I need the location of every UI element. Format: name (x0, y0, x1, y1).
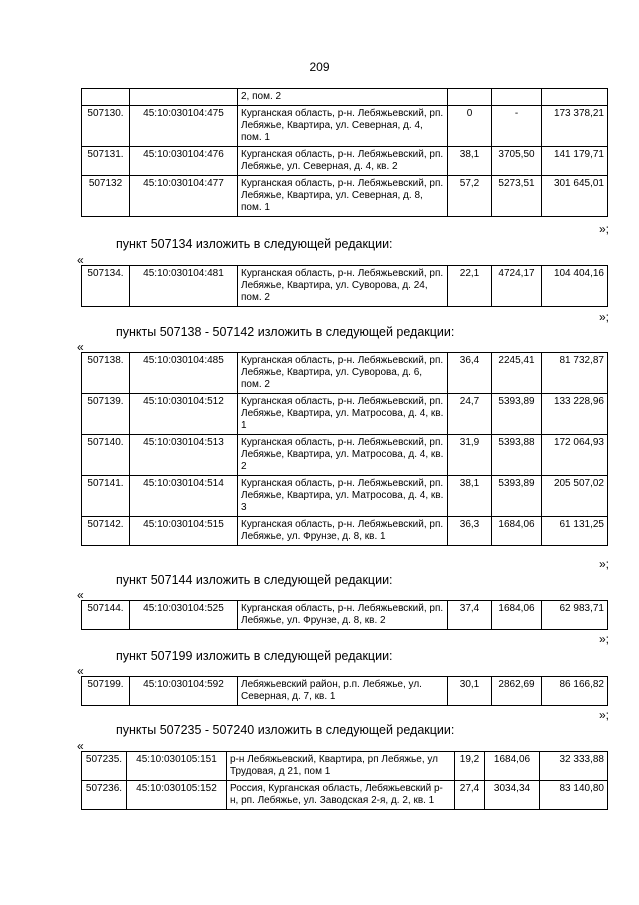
opening-quote: « (77, 253, 84, 267)
total-value-cell: 62 983,71 (542, 601, 608, 630)
cadastral-number-cell: 45:10:030104:592 (130, 677, 238, 706)
address-cell: Курганская область, р-н. Лебяжьевский, рп. Лебяжье, Квартира, ул. Суворова, д. 6, пом. 2 (238, 353, 448, 394)
price-cell: 5273,51 (492, 176, 542, 217)
table-row (82, 752, 608, 781)
price-cell: 1684,06 (485, 752, 540, 781)
address-cell: Курганская область, р-н. Лебяжьевский, рп. Лебяжье, Квартира, ул. Северная, д. 8, пом. 1 (238, 176, 448, 217)
property-table (81, 600, 608, 630)
total-value-cell: 86 166,82 (542, 677, 608, 706)
area-cell (448, 89, 492, 106)
cadastral-number-cell: 45:10:030104:515 (130, 517, 238, 546)
table-row (82, 677, 608, 706)
table-row (82, 476, 608, 517)
table-row (82, 435, 608, 476)
price-cell: 3034,34 (485, 781, 540, 810)
property-table (81, 751, 608, 810)
row-number-cell: 507236. (82, 781, 127, 810)
closing-quote: »; (598, 310, 609, 324)
area-cell: 31,9 (448, 435, 492, 476)
table-row (82, 266, 608, 307)
total-value-cell: 173 378,21 (542, 106, 608, 147)
address-cell: Курганская область, р-н. Лебяжьевский, рп. Лебяжье, Квартира, ул. Матросова, д. 4, кв. 3 (238, 476, 448, 517)
property-table (81, 676, 608, 706)
closing-quote: »; (598, 222, 609, 236)
opening-quote: « (77, 739, 84, 753)
property-table (81, 265, 608, 307)
price-cell: 5393,89 (492, 394, 542, 435)
area-cell: 38,1 (448, 147, 492, 176)
closing-quote: »; (598, 632, 609, 646)
total-value-cell: 61 131,25 (542, 517, 608, 546)
address-cell: р-н Лебяжьевский, Квартира, рп Лебяжье, ул Трудовая, д 21, пом 1 (227, 752, 455, 781)
opening-quote: « (77, 340, 84, 354)
cadastral-number-cell: 45:10:030104:512 (130, 394, 238, 435)
address-cell: Россия, Курганская область, Лебяжьевский р-н, рп. Лебяжье, ул. Заводская 2-я, д. 2, кв. 1 (227, 781, 455, 810)
cadastral-number-cell: 45:10:030104:475 (130, 106, 238, 147)
cadastral-number-cell: 45:10:030105:152 (127, 781, 227, 810)
total-value-cell: 81 732,87 (542, 353, 608, 394)
row-number-cell: 507131. (82, 147, 130, 176)
address-cell: Курганская область, р-н. Лебяжьевский, рп. Лебяжье, ул. Фрунзе, д. 8, кв. 2 (238, 601, 448, 630)
address-cell: Курганская область, р-н. Лебяжьевский, рп. Лебяжье, Квартира, ул. Матросова, д. 4, кв. 2 (238, 435, 448, 476)
area-cell: 38,1 (448, 476, 492, 517)
closing-quote: »; (598, 557, 609, 571)
row-number-cell: 507235. (82, 752, 127, 781)
row-number-cell: 507142. (82, 517, 130, 546)
cadastral-number-cell: 45:10:030104:514 (130, 476, 238, 517)
table-row (82, 517, 608, 546)
cadastral-number-cell: 45:10:030104:476 (130, 147, 238, 176)
price-cell: 1684,06 (492, 601, 542, 630)
paragraph-text: пункт 507144 изложить в следующей редакции: (116, 573, 393, 587)
total-value-cell: 205 507,02 (542, 476, 608, 517)
area-cell: 0 (448, 106, 492, 147)
area-cell: 22,1 (448, 266, 492, 307)
area-cell: 36,3 (448, 517, 492, 546)
row-number-cell: 507138. (82, 353, 130, 394)
total-value-cell (542, 89, 608, 106)
cadastral-number-cell: 45:10:030104:525 (130, 601, 238, 630)
property-table (81, 88, 608, 217)
area-cell: 27,4 (455, 781, 485, 810)
price-cell: 5393,89 (492, 476, 542, 517)
row-number-cell: 507144. (82, 601, 130, 630)
area-cell: 24,7 (448, 394, 492, 435)
address-cell: Лебяжьевский район, р.п. Лебяжье, ул. Северная, д. 7, кв. 1 (238, 677, 448, 706)
row-number-cell: 507130. (82, 106, 130, 147)
area-cell: 37,4 (448, 601, 492, 630)
closing-quote: »; (598, 708, 609, 722)
total-value-cell: 104 404,16 (542, 266, 608, 307)
cadastral-number-cell (130, 89, 238, 106)
price-cell: 1684,06 (492, 517, 542, 546)
row-number-cell: 507132 (82, 176, 130, 217)
table-row (82, 781, 608, 810)
price-cell: 2862,69 (492, 677, 542, 706)
table-row (82, 394, 608, 435)
opening-quote: « (77, 664, 84, 678)
paragraph-text: пункт 507199 изложить в следующей редакции: (116, 649, 393, 663)
row-number-cell: 507134. (82, 266, 130, 307)
paragraph-text: пункты 507235 - 507240 изложить в следующей редакции: (116, 723, 455, 737)
price-cell: 3705,50 (492, 147, 542, 176)
table-row (82, 106, 608, 147)
table-row (82, 601, 608, 630)
table-row (82, 176, 608, 217)
price-cell (492, 89, 542, 106)
property-table (81, 352, 608, 546)
paragraph-text: пункты 507138 - 507142 изложить в следующей редакции: (116, 325, 455, 339)
row-number-cell: 507139. (82, 394, 130, 435)
total-value-cell: 141 179,71 (542, 147, 608, 176)
row-number-cell: 507140. (82, 435, 130, 476)
table-row (82, 89, 608, 106)
cadastral-number-cell: 45:10:030104:477 (130, 176, 238, 217)
address-cell: Курганская область, р-н. Лебяжьевский, рп. Лебяжье, Квартира, ул. Суворова, д. 24, пом. 2 (238, 266, 448, 307)
total-value-cell: 301 645,01 (542, 176, 608, 217)
row-number-cell: 507199. (82, 677, 130, 706)
price-cell: - (492, 106, 542, 147)
table-row (82, 147, 608, 176)
address-cell: Курганская область, р-н. Лебяжьевский, рп. Лебяжье, ул. Фрунзе, д. 8, кв. 1 (238, 517, 448, 546)
total-value-cell: 32 333,88 (540, 752, 608, 781)
row-number-cell (82, 89, 130, 106)
price-cell: 4724,17 (492, 266, 542, 307)
address-cell: 2, пом. 2 (238, 89, 448, 106)
price-cell: 5393,88 (492, 435, 542, 476)
total-value-cell: 172 064,93 (542, 435, 608, 476)
paragraph-text: пункт 507134 изложить в следующей редакции: (116, 237, 393, 251)
address-cell: Курганская область, р-н. Лебяжьевский, рп. Лебяжье, Квартира, ул. Северная, д. 4, пом. 1 (238, 106, 448, 147)
address-cell: Курганская область, р-н. Лебяжьевский, рп. Лебяжье, ул. Северная, д. 4, кв. 2 (238, 147, 448, 176)
price-cell: 2245,41 (492, 353, 542, 394)
row-number-cell: 507141. (82, 476, 130, 517)
page-number: 209 (309, 60, 330, 74)
total-value-cell: 83 140,80 (540, 781, 608, 810)
cadastral-number-cell: 45:10:030104:481 (130, 266, 238, 307)
address-cell: Курганская область, р-н. Лебяжьевский, рп. Лебяжье, Квартира, ул. Матросова, д. 4, кв. 1 (238, 394, 448, 435)
cadastral-number-cell: 45:10:030104:513 (130, 435, 238, 476)
table-row (82, 353, 608, 394)
total-value-cell: 133 228,96 (542, 394, 608, 435)
area-cell: 19,2 (455, 752, 485, 781)
area-cell: 36,4 (448, 353, 492, 394)
area-cell: 57,2 (448, 176, 492, 217)
area-cell: 30,1 (448, 677, 492, 706)
cadastral-number-cell: 45:10:030104:485 (130, 353, 238, 394)
opening-quote: « (77, 588, 84, 602)
cadastral-number-cell: 45:10:030105:151 (127, 752, 227, 781)
